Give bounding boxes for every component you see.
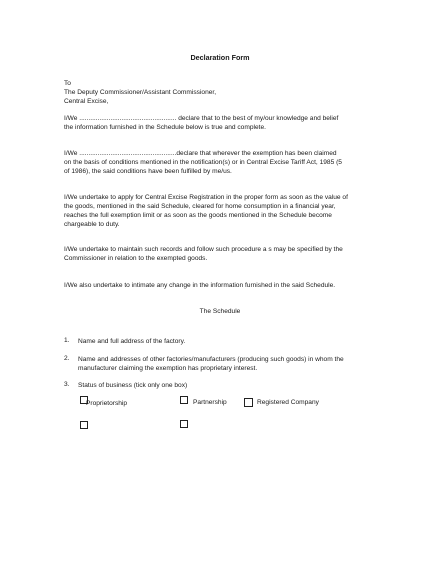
para1-line: the information furnished in the Schedule below is true and complete. <box>64 124 266 131</box>
proprietorship-label: Proprietorship <box>86 400 128 407</box>
para4-line: I/We undertake to maintain such records and follow such procedure a s may be specified by the <box>64 246 343 253</box>
para2-line: on the basis of conditions mentioned in the notification(s) or in Central Excise Tariff Act, 1985 (5 <box>64 159 342 166</box>
para2-line: I/We .....................................................declare that wherever the exemption has been claimed <box>64 150 337 157</box>
item-text: Status of business (tick only one box) <box>78 382 188 389</box>
addressee-line: The Deputy Commissioner/Assistant Commissioner, <box>64 89 217 96</box>
schedule-heading: The Schedule <box>199 308 241 315</box>
para3-line: I/We undertake to apply for Central Excise Registration in the proper form as soon as the value of <box>64 194 348 201</box>
registered-company-checkbox[interactable] <box>244 398 253 407</box>
extra-option-checkbox[interactable] <box>80 421 88 429</box>
item-number: 3. <box>64 381 70 388</box>
to-label: To <box>64 80 71 87</box>
item-text: Name and addresses of other factories/manufacturers (producing such goods) in whom the <box>78 356 344 363</box>
para3-line: reaches the full exemption limit or as soon as the goods mentioned in the Schedule become <box>64 212 332 219</box>
para1-line: I/We ..................................................... declare that to the best of my/our knowledge and belief <box>64 115 339 122</box>
item-number: 2. <box>64 355 70 362</box>
item-number: 1. <box>64 337 70 344</box>
para2-line: of 1986), the said conditions have been fulfilled by me/us. <box>64 168 232 175</box>
para4-line: Commissioner in relation to the exempted goods. <box>64 255 208 262</box>
para3-line: the goods, mentioned in the said Schedule, cleared for home consumption in a financial year, <box>64 203 336 210</box>
registered-company-label: Registered Company <box>257 399 319 406</box>
partnership-label: Partnership <box>193 399 227 406</box>
office-line: Central Excise, <box>64 98 109 105</box>
para3-line: chargeable to duty. <box>64 221 120 228</box>
form-title: Declaration Form <box>190 53 250 62</box>
item-text: Name and full address of the factory. <box>78 338 186 345</box>
partnership-checkbox[interactable] <box>180 396 188 404</box>
para5-line: I/We also undertake to intimate any change in the information furnished in the said Schedule. <box>64 282 336 289</box>
item-text: manufacturer claiming the exemption has proprietary interest. <box>78 365 258 372</box>
extra-option-checkbox[interactable] <box>180 420 188 428</box>
